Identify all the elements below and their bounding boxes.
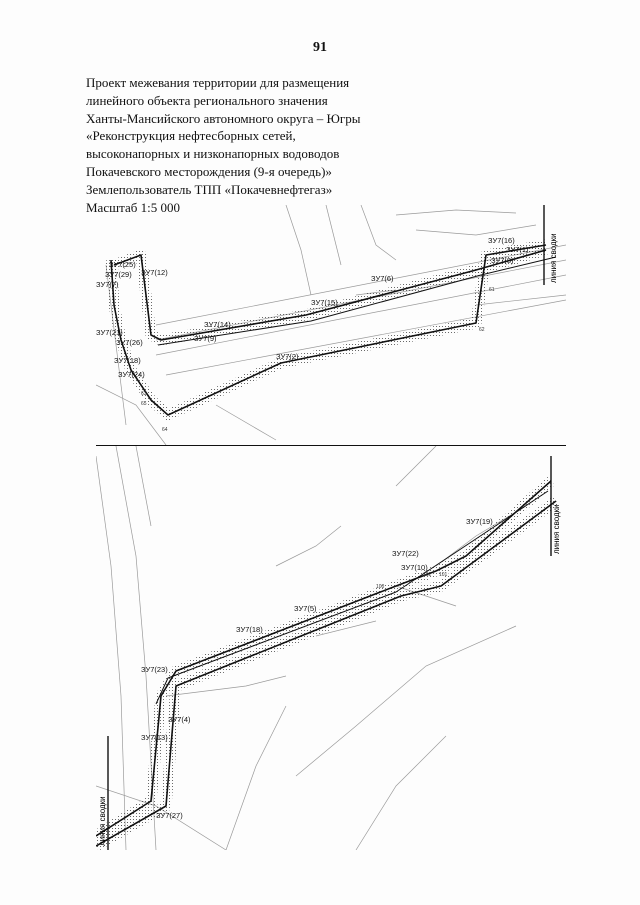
header-line: Масштаб 1:5 000 [86,199,180,215]
header-line: Проект межевания территории для размещения [86,75,350,90]
header-line: Покачевского месторождения (9-я очередь)» [86,163,332,179]
point-number: 100 [376,584,385,590]
point-number: 101 [439,572,448,578]
parcel-label: ЗУ7(5) [294,604,317,613]
parcel-label: ЗУ7(8) [491,256,514,265]
point-number: 64 [162,427,168,433]
point-number: 65 [141,401,147,407]
parcel-label: ЗУ7(4) [168,715,191,724]
parcel-label: ЗУ7(2) [276,352,299,361]
parcel-label: ЗУ7(24) [118,370,145,379]
parcel-label: ЗУ7(22) [392,549,419,558]
bottom-map [96,446,566,850]
header-line: Землепользователь ТПП «Покачевнефтегаз» [86,181,333,197]
parcel-label: ЗУ7(26) [116,338,143,347]
point-number: 62 [479,327,485,333]
parcel-label: ЗУ7(12) [141,268,168,277]
parcel-label: ЗУ7(18) [236,625,263,634]
parcel-label: ЗУ7(1) [506,245,529,254]
parcel-label: ЗУ7(6) [371,274,394,283]
parcel-label: ЗУ7(29) [105,270,132,279]
parcel-label: ЗУ7(14) [204,320,231,329]
header-line: Ханты-Мансийского автономного округа – Югры [86,110,361,126]
match-line-label: линия сводки [549,233,558,283]
parcel-label: ЗУ7(15) [311,298,338,307]
header-line: линейного объекта регионального значения [86,92,328,108]
point-number: 63 [141,391,147,397]
parcel-label: ЗУ7(21) [96,328,123,337]
match-line-label: линия сводки [98,796,107,846]
parcel-label: ЗУ7(10) [401,563,428,572]
point-number: 61 [489,287,495,293]
parcel-label: ЗУ7(19) [466,517,493,526]
parcel-label: ЗУ7(27) [156,811,183,820]
right-of-way-hatch [96,481,556,846]
top-map [96,205,566,445]
document-header [86,74,486,216]
parcel-label: ЗУ7(18) [114,356,141,365]
background-road-lines [96,446,526,850]
match-line-label: линия сводки [552,504,561,554]
header-line: «Реконструкция нефтесборных сетей, [86,128,296,144]
page-number: 91 [313,40,327,55]
parcel-label: ЗУ7(25) [109,260,136,269]
parcel-label: ЗУ7(7) [96,280,119,289]
parcel-label: ЗУ7(16) [488,236,515,245]
parcel-label: ЗУ7(13) [141,733,168,742]
parcel-label: ЗУ7(23) [141,665,168,674]
point-number: 102 [423,572,432,578]
parcel-label: ЗУ7(9) [194,334,217,343]
header-line: высоконапорных и низконапорных водоводов [86,146,340,162]
